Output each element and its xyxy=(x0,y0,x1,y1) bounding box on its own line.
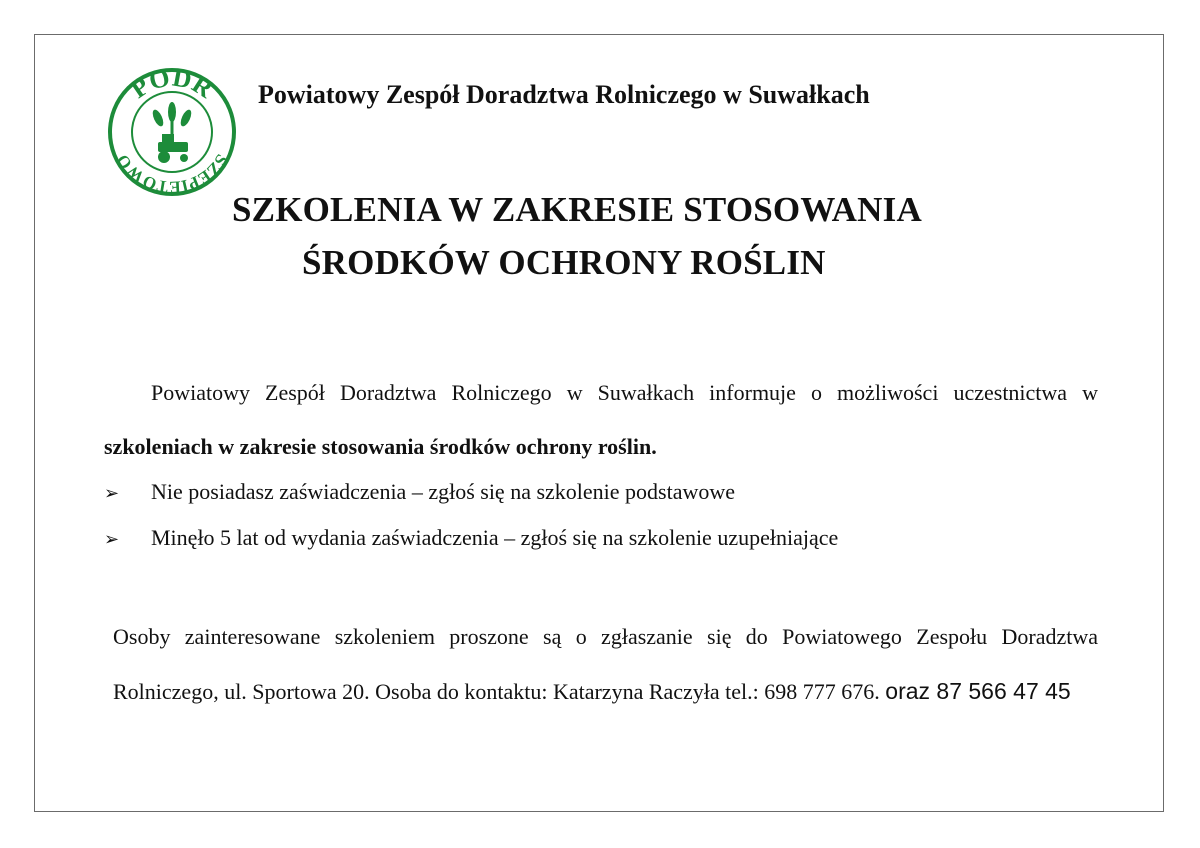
arrow-bullet-icon: ➢ xyxy=(104,483,120,504)
podr-logo xyxy=(104,62,240,198)
bullet-item xyxy=(104,522,838,556)
arrow-bullet-icon: ➢ xyxy=(104,529,120,550)
svg-text:SZEPIETOWO xyxy=(113,151,232,197)
intro-paragraph xyxy=(104,366,1098,474)
title-line-2: ŚRODKÓW OCHRONY ROŚLIN xyxy=(302,243,826,282)
bullet-item xyxy=(104,476,735,510)
intro-text: Powiatowy Zespół Doradztwa Rolniczego w Suwałkach informuje o możliwości uczestnictwa w xyxy=(151,380,1098,405)
contact-extra-phone: oraz 87 566 47 45 xyxy=(885,678,1071,704)
contact-paragraph xyxy=(113,610,1098,719)
bullet-text: Minęło 5 lat od wydania zaświadczenia – zgłoś się na szkolenie uzupełniające xyxy=(151,525,839,550)
intro-bold-text: szkoleniach w zakresie stosowania środków ochrony roślin. xyxy=(104,434,657,459)
logo-top-text: PODR xyxy=(125,62,219,104)
organization-header: Powiatowy Zespół Doradztwa Rolniczego w Suwałkach xyxy=(258,80,870,109)
contact-text: Osoby zainteresowane szkoleniem proszone są o zgłaszanie się do Powiatowego Zespołu Doradztwa Rolniczego, ul. Sportowa 20. Osoba do kontaktu: Katarzyna Raczyła tel.: 698 777 676. xyxy=(113,624,1098,704)
title-line-1: SZKOLENIA W ZAKRESIE STOSOWANIA xyxy=(232,190,922,229)
bullet-text: Nie posiadasz zaświadczenia – zgłoś się na szkolenie podstawowe xyxy=(151,479,736,504)
logo-ring-text: SZEPIETOWO xyxy=(112,150,232,197)
